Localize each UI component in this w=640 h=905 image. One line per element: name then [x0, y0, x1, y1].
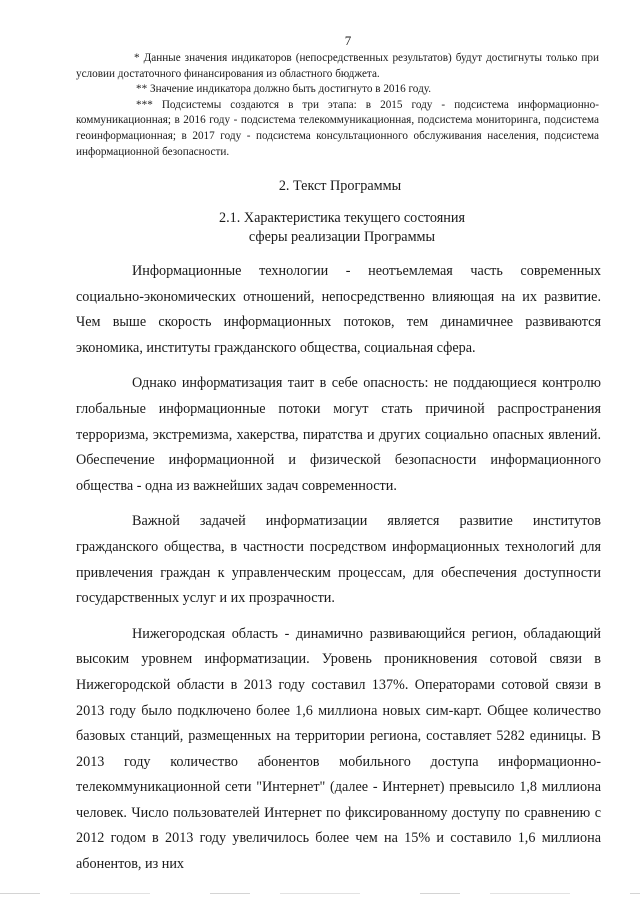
subsection-title-line-2: сферы реализации Программы [248, 228, 436, 245]
paragraph-3: Важной задачей информатизации является развитие институтов гражданского общества, в частности посредством информационных технологий для привлечения граждан к управленческим процессам, для обеспечения доступности государственных услуг и их прозрачности. [76, 513, 601, 607]
paragraph-2: Однако информатизация таит в себе опасность: не поддающиеся контролю глобальные информационные потоки могут стать причиной распространения терроризма, экстремизма, хакерства, пиратства и других социально опасных явлений. Обеспечение информационной и физической безопасности информационного общества - одна из важнейших задач современности. [76, 375, 601, 494]
subsection-title [22, 209, 640, 246]
body-text [76, 259, 601, 878]
footnote-1: * Данные значения индикаторов (непосредственных результатов) будут достигнуты только при условии достаточного финансирования из областного бюджета. [76, 52, 599, 80]
footnotes [76, 51, 599, 160]
footnote-3: *** Подсистемы создаются в три этапа: в 2015 году - подсистема информационно-коммуникационная; в 2016 году - подсистема телекоммуникационная, подсистема мониторинга, подсистема геоинформационная; в 2017 году - подсистема консультационного обслуживания населения, подсистема информационной безопасности. [76, 98, 599, 158]
subsection-title-line-1: 2.1. Характеристика текущего состояния [219, 210, 465, 226]
section-title: 2. Текст Программы [278, 178, 402, 194]
page-number: 7 [344, 33, 352, 48]
paragraph-4: Нижегородская область - динамично развивающийся регион, обладающий высоким уровнем информатизации. Уровень проникновения сотовой связи в Нижегородской области в 2013 году составил 137%. Операторами сотовой связи в 2013 году было подключено более 1,6 миллиона новых сим-карт. Общее количество базовых станций, размещенных на территории региона, составляет 5282 единицы. В 2013 году количество абонентов мобильного доступа информационно-телекоммуникационной сети "Интернет" (далее - Интернет) превысило 1,8 миллиона человек. Число пользователей Интернет по фиксированному доступу по сравнению с 2012 годом в 2013 году увеличилось более чем на 15% и составило 1,6 миллиона абонентов, из них [76, 625, 601, 873]
paragraph-1: Информационные технологии - неотъемлемая часть современных социально-экономических отношений, непосредственно влияющая на их развитие. Чем выше скорость информационных потоков, тем динамичнее развиваются экономика, институты гражданского общества, социальная сфера. [76, 263, 601, 356]
footnote-2: ** Значение индикатора должно быть достигнуто в 2016 году. [136, 83, 432, 96]
scan-artifact-line [0, 893, 640, 894]
